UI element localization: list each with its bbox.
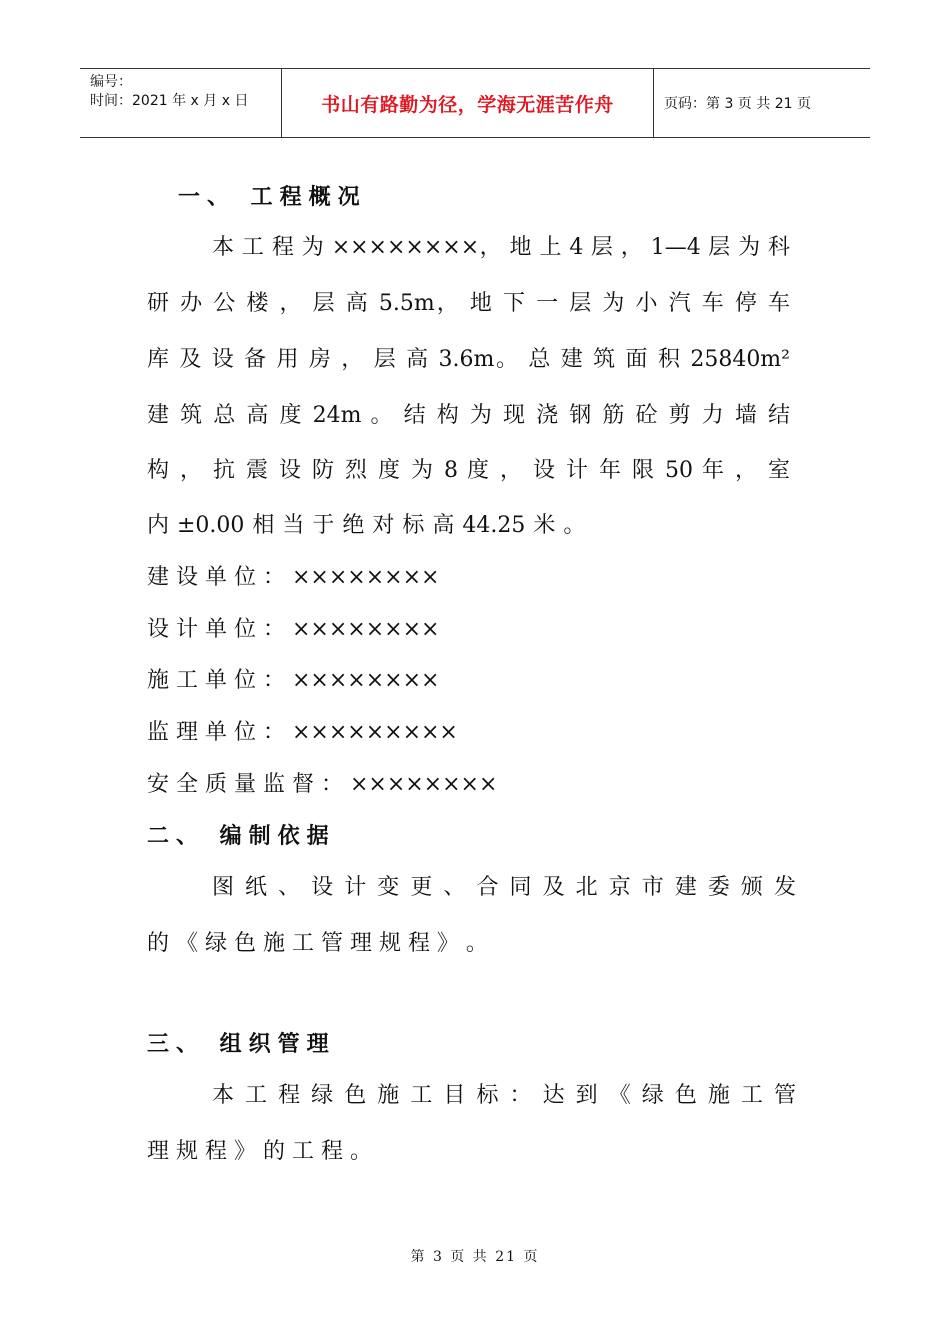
- code-label: 编号：: [90, 74, 132, 90]
- time-label: 时间：2021 年 x 月 x 日: [90, 93, 249, 109]
- supervision-unit: 监 理 单 位 ： ×××××××××: [147, 720, 458, 745]
- paragraph-line: 建 筑 总 高 度 24m 。 结 构 为 现 浇 钢 筋 砼 剪 力 墙 结: [147, 403, 790, 428]
- paragraph-line: 本 工 程 为 ××××××××， 地 上 4 层 ， 1—4 层 为 科: [212, 235, 790, 260]
- document-header: [80, 68, 870, 138]
- paragraph-line: 的 《 绿 色 施 工 管 理 规 程 》 。: [147, 931, 488, 956]
- section-1-title: 一、 工程概况: [178, 184, 367, 210]
- paragraph-line: 构 ， 抗 震 设 防 烈 度 为 8 度 ， 设 计 年 限 50 年 ， 室: [147, 458, 790, 483]
- paragraph-line: 库 及 设 备 用 房 ， 层 高 3.6m。 总 建 筑 面 积 25840m²: [147, 347, 790, 372]
- header-motto: 书山有路勤为径，学海无涯苦作舟: [282, 69, 654, 137]
- header-meta: [80, 69, 282, 137]
- paragraph-line: 本 工 程 绿 色 施 工 目 标 ： 达 到 《 绿 色 施 工 管: [212, 1083, 796, 1108]
- paragraph-line: 内 ±0.00 相 当 于 绝 对 标 高 44.25 米 。: [147, 513, 586, 538]
- paragraph-line: 理 规 程 》 的 工 程 。: [147, 1139, 372, 1164]
- page-footer: 第 3 页 共 21 页: [410, 1249, 540, 1265]
- section-2-title: 二、 编制依据: [147, 823, 336, 849]
- header-page-info: 页码：第 3 页 共 21 页: [664, 96, 811, 112]
- construction-unit: 建 设 单 位 ： ××××××××: [147, 565, 440, 590]
- paragraph-line: 图 纸 、 设 计 变 更 、 合 同 及 北 京 市 建 委 颁 发: [212, 875, 796, 900]
- section-3-title: 三、 组织管理: [147, 1031, 336, 1057]
- paragraph-line: 研 办 公 楼 ， 层 高 5.5m， 地 下 一 层 为 小 汽 车 停 车: [147, 291, 790, 316]
- safety-supervision: 安 全 质 量 监 督 ： ××××××××: [147, 772, 498, 797]
- builder-unit: 施 工 单 位 ： ××××××××: [147, 668, 440, 693]
- design-unit: 设 计 单 位 ： ××××××××: [147, 617, 440, 642]
